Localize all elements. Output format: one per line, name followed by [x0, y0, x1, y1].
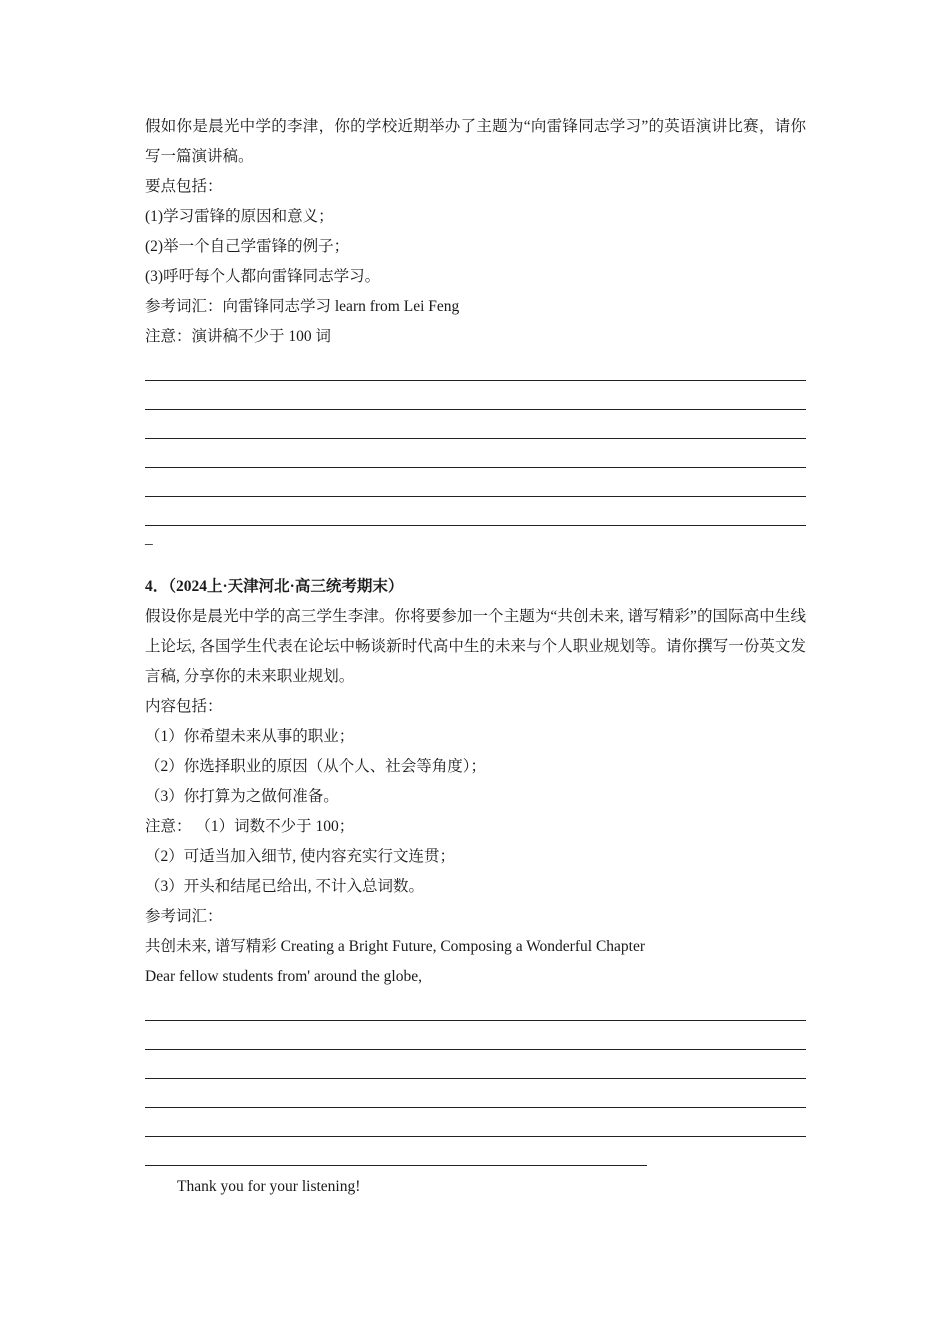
answer-line[interactable]	[145, 1108, 806, 1137]
q4-content-3: （3）你打算为之做何准备。	[145, 788, 339, 805]
q3-note: 注意：演讲稿不少于 100 词	[145, 328, 332, 345]
q4-closing: Thank you for your listening!	[177, 1178, 361, 1195]
answer-line[interactable]	[145, 1079, 806, 1108]
answer-line[interactable]	[145, 1137, 647, 1166]
q3-trailing-mark: _	[145, 530, 153, 547]
q3-intro: 假如你是晨光中学的李津，你的学校近期举办了主题为“向雷锋同志学习”的英语演讲比赛，请你写一篇演讲稿。	[145, 118, 806, 165]
q3-point-2: (2)举一个自己学雷锋的例子；	[145, 238, 350, 255]
q4-note-3: （3）开头和结尾已给出, 不计入总词数。	[145, 878, 425, 895]
answer-line[interactable]	[145, 497, 806, 526]
answer-line[interactable]	[145, 1021, 806, 1050]
answer-line[interactable]	[145, 439, 806, 468]
answer-line[interactable]	[145, 381, 806, 410]
q3-vocab: 参考词汇：向雷锋同志学习 learn from Lei Feng	[145, 298, 460, 315]
answer-line[interactable]	[145, 1050, 806, 1079]
q4-content-1: （1）你希望未来从事的职业；	[145, 728, 355, 745]
q3-point-1: (1)学习雷锋的原因和意义；	[145, 208, 334, 225]
answer-line[interactable]	[145, 992, 806, 1021]
q3-point-3: (3)呼吁每个人都向雷锋同志学习。	[145, 268, 381, 285]
q4-content-2: （2）你选择职业的原因（从个人、社会等角度）；	[145, 758, 487, 775]
answer-line[interactable]	[145, 410, 806, 439]
answer-line[interactable]	[145, 352, 806, 381]
q3-answer-area[interactable]	[145, 352, 806, 526]
q4-note-2: （2）可适当加入细节, 使内容充实行文连贯；	[145, 848, 456, 865]
q4-vocab-label: 参考词汇：	[145, 908, 223, 925]
q4-content-label: 内容包括：	[145, 698, 223, 715]
q4-vocab: 共创未来, 谱写精彩 Creating a Bright Future, Composing a Wonderful Chapter	[145, 938, 646, 955]
q4-heading: 4．（2024上·天津河北·高三统考期末）	[145, 578, 404, 595]
answer-line[interactable]	[145, 468, 806, 497]
q4-answer-area[interactable]	[145, 992, 806, 1166]
q4-greeting: Dear fellow students from' around the globe,	[145, 968, 422, 985]
q3-points-label: 要点包括：	[145, 178, 223, 195]
q4-intro: 假设你是晨光中学的高三学生李津。你将要参加一个主题为“共创未来, 谱写精彩”的国际高中生线上论坛, 各国学生代表在论坛中畅谈新时代高中生的未来与个人职业规划等。请你撰写一份英文发言稿, 分享你的未来职业规划。	[145, 608, 806, 685]
q4-note-1: 注意： （1）词数不少于 100；	[145, 818, 355, 835]
document-page	[145, 112, 806, 1202]
